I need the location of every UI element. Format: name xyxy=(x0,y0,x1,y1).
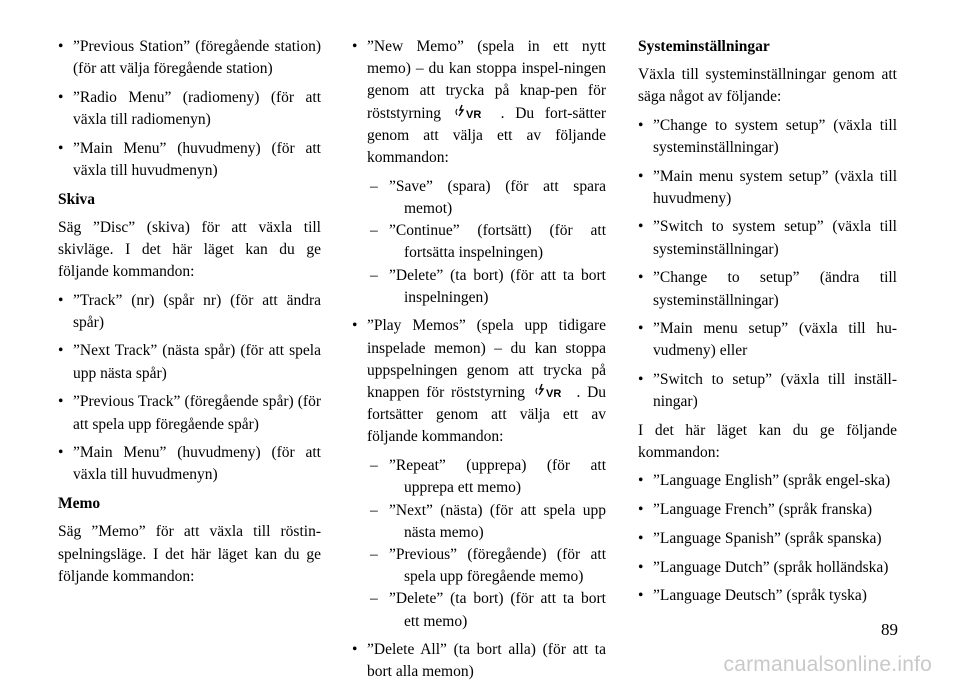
sub-list-item: – ”Save” (spara) (för att spara memot) xyxy=(370,177,606,217)
list-item: • ”Language English” (språk engel-ska) xyxy=(638,470,897,492)
list-item: • ”Language French” (språk franska) xyxy=(638,499,897,521)
sub-list-item: – ”Delete” (ta bort) (för att ta bort ett memo) xyxy=(370,590,606,630)
paragraph: I det här läget kan du ge följande kommandon: xyxy=(638,422,897,462)
page-number: 89 xyxy=(881,619,898,639)
section-heading-memo: Memo xyxy=(58,495,101,513)
list-item: • ”Language Deutsch” (språk tyska) xyxy=(638,585,897,607)
list-item: • ”Main Menu” (huvudmeny) (för att växla till huvudmenyn) xyxy=(58,138,321,182)
paragraph: Säg ”Disc” (skiva) för att växla till skivläge. I det här läget kan du ge följande kommandon: xyxy=(58,218,321,281)
svg-text:VR: VR xyxy=(465,108,482,120)
watermark: carmanualsonline.info xyxy=(723,652,932,676)
list-item: • ”Main menu system setup” (växla till huvudmeny) xyxy=(638,166,897,210)
list-item: • ”Main Menu” (huvudmeny) (för att växla till huvudmenyn) xyxy=(58,442,321,486)
list-item: • ”Change to setup” (ändra till systeminställningar) xyxy=(638,267,897,311)
sub-list-item: – ”Previous” (föregående) (för att spela upp föregående memo) xyxy=(370,545,606,586)
list-item: • ”Next Track” (nästa spår) (för att spela upp nästa spår) xyxy=(58,340,321,384)
list-item: • ”Switch to setup” (växla till inställ-ningar) xyxy=(638,369,897,413)
paragraph: Växla till systeminställningar genom att säga något av följande: xyxy=(638,66,897,106)
list-item: • ”Main menu setup” (växla till hu-vudmeny) eller xyxy=(638,318,897,362)
list-item: • ”New Memo” (spela in ett nytt memo) – du kan stoppa inspel-ningen genom att trycka på knap-pen för röststyrning VR . Du fort-sätter genom att välja ett av följande kommandon: xyxy=(352,36,606,169)
list-item: • ”Switch to system setup” (växla till systeminställningar) xyxy=(638,216,897,260)
sub-list-item: – ”Next” (nästa) (för att spela upp nästa memo) xyxy=(370,501,606,541)
sub-list-item: – ”Continue” (fortsätt) (för att fortsätta inspelningen) xyxy=(370,222,606,262)
section-heading-disc: Skiva xyxy=(58,190,96,208)
list-item: • ”Radio Menu” (radiomeny) (för att växla till radiomenyn) xyxy=(58,87,321,131)
sub-list-item: – ”Repeat” (upprepa) (för att upprepa ett memo) xyxy=(370,457,606,497)
list-item: • ”Track” (nr) (spår nr) (för att ändra spår) xyxy=(58,290,321,334)
sub-list-item: – ”Delete” (ta bort) (för att ta bort inspelningen) xyxy=(370,266,606,306)
list-item: • ”Previous Station” (föregående station) (för att välja föregående station) xyxy=(58,36,321,80)
list-item: • ”Play Memos” (spela upp tidigare inspelade memon) – du kan stoppa uppspelningen genom att trycka på knappen för röststyrning VR . Du fortsätter genom att välja ett av följande kommandon: xyxy=(352,315,606,448)
list-item: • ”Change to system setup” (växla till systeminställningar) xyxy=(638,115,897,159)
list-item: • ”Previous Track” (föregående spår) (för att spela upp föregående spår) xyxy=(58,391,321,435)
paragraph: Säg ”Memo” för att växla till röstin-spelningsläge. I det här läget kan du ge följande kommandon: xyxy=(58,523,321,585)
list-item: • ”Language Dutch” (språk holländska) xyxy=(638,557,897,579)
svg-text:VR: VR xyxy=(545,388,562,400)
list-item: • ”Delete All” (ta bort alla) (för att ta bort alla memon) xyxy=(352,639,606,683)
list-item: • ”Language Spanish” (språk spanska) xyxy=(638,528,897,550)
column-1 xyxy=(58,36,321,594)
column-3 xyxy=(638,36,897,614)
voice-recognition-icon xyxy=(454,104,488,120)
column-2 xyxy=(352,36,606,690)
section-heading-system-settings: Systeminställningar xyxy=(638,38,770,55)
voice-recognition-icon xyxy=(534,383,568,399)
